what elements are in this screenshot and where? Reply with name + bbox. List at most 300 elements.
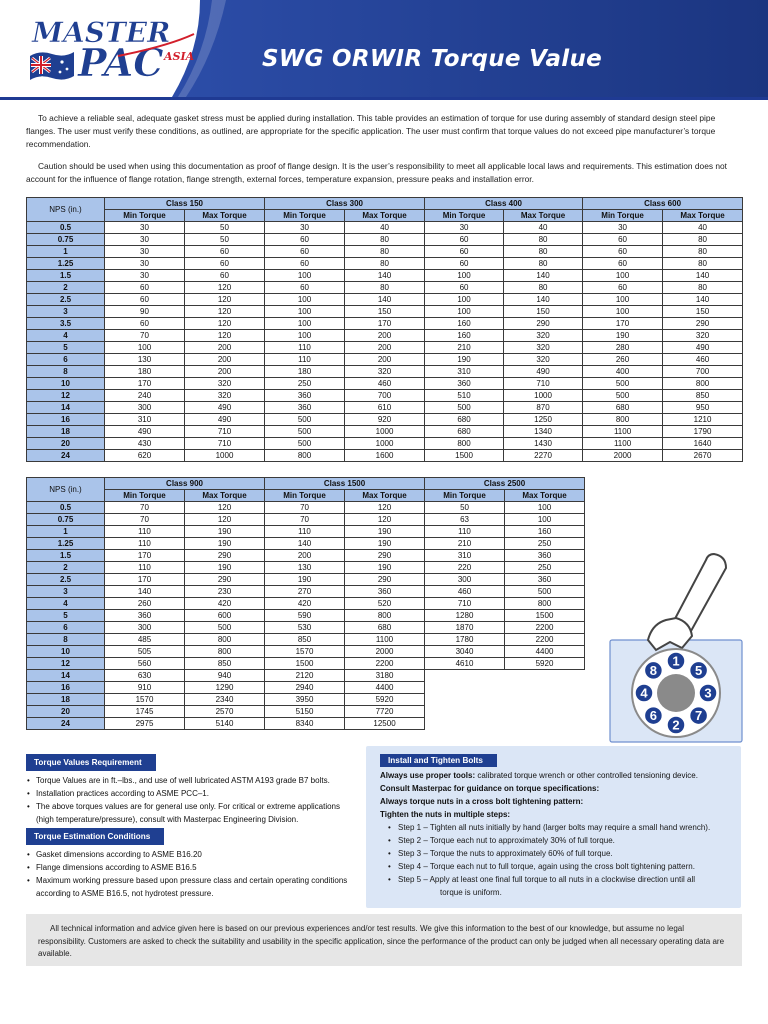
bolt-number: 2: [672, 717, 680, 733]
max-torque-cell: 80: [504, 282, 583, 294]
max-torque-cell: 3180: [345, 670, 425, 682]
nps-cell: 3.5: [27, 318, 105, 330]
step-item: • Step 2 – Torque each nut to approximately 30% of full torque.: [388, 834, 741, 847]
install-line-steps-text: Tighten the nuts in multiple steps:: [380, 810, 511, 819]
table-row: [27, 550, 585, 562]
table-row: [27, 330, 743, 342]
min-torque-cell: 1500: [265, 658, 345, 670]
list-item: • Flange dimensions according to ASME B16.5: [26, 861, 361, 874]
install-line-consult: [366, 782, 741, 795]
table-row: [27, 538, 585, 550]
max-torque-cell: 80: [504, 258, 583, 270]
max-torque-cell: 1210: [663, 414, 743, 426]
min-torque-cell: 90: [105, 306, 185, 318]
max-torque-cell: 80: [663, 234, 743, 246]
min-torque-cell: 100: [425, 270, 504, 282]
torque-table-classes-150-600: [26, 197, 743, 462]
disclaimer-text: All technical information and advice given here is based on our previous experiences and/or test results. We give this information to the best of our knowledge, but assume no legal responsibility. Customers are asked to check the suitability and usability in the specific application, since the performance of the product can only be judged when all necessary operating data are available.: [38, 924, 725, 958]
table-row: [27, 378, 743, 390]
min-torque-cell: 170: [105, 550, 185, 562]
min-torque-cell: 140: [265, 538, 345, 550]
section-heading: Torque Estimation Conditions: [26, 828, 164, 845]
max-torque-cell: 490: [663, 342, 743, 354]
min-torque-cell: 2120: [265, 670, 345, 682]
max-torque-cell: 190: [345, 526, 425, 538]
min-torque-cell: 30: [105, 234, 185, 246]
min-torque-cell: 60: [105, 294, 185, 306]
max-torque-cell: 320: [185, 390, 265, 402]
min-torque-cell: 110: [265, 526, 345, 538]
max-torque-cell: 290: [185, 550, 265, 562]
max-torque-cell: 460: [345, 378, 425, 390]
class-header: Class 400: [425, 198, 583, 210]
max-torque-cell: 500: [505, 586, 585, 598]
max-torque-cell: 120: [185, 318, 265, 330]
min-torque-cell: 180: [265, 366, 345, 378]
min-torque-cell: 210: [425, 342, 504, 354]
min-torque-cell: 60: [583, 234, 663, 246]
min-torque-cell: 1100: [583, 438, 663, 450]
min-torque-cell: 220: [425, 562, 505, 574]
section-heading: Torque Values Requirement: [26, 754, 156, 771]
nps-cell: 20: [27, 706, 105, 718]
table-body: [27, 502, 585, 730]
max-torque-cell: 100: [505, 502, 585, 514]
min-torque-cell: 130: [105, 354, 185, 366]
nps-cell: 1.25: [27, 538, 105, 550]
max-torque-cell: 1790: [663, 426, 743, 438]
max-torque-cell: 140: [345, 294, 425, 306]
nps-cell: 10: [27, 378, 105, 390]
min-torque-cell: 300: [425, 574, 505, 586]
min-torque-cell: 60: [425, 246, 504, 258]
nps-cell: 16: [27, 414, 105, 426]
min-torque-cell: 430: [105, 438, 185, 450]
table-row: [27, 670, 585, 682]
max-torque-cell: 150: [345, 306, 425, 318]
min-torque-cell: 485: [105, 634, 185, 646]
nps-cell: 16: [27, 682, 105, 694]
min-torque-cell: 100: [425, 294, 504, 306]
max-torque-cell: 120: [345, 502, 425, 514]
nps-cell: 3: [27, 586, 105, 598]
min-torque-cell: 100: [265, 270, 345, 282]
min-torque-cell: 30: [265, 222, 345, 234]
install-and-tighten-bolts: [366, 746, 741, 908]
min-torque-cell: 500: [583, 378, 663, 390]
min-torque-cell: 500: [425, 402, 504, 414]
max-torque-cell: 800: [185, 634, 265, 646]
min-torque-cell: 110: [265, 354, 345, 366]
min-torque-cell: 130: [265, 562, 345, 574]
nps-cell: 14: [27, 670, 105, 682]
min-torque-cell: 300: [105, 622, 185, 634]
list-item: • Maximum working pressure based upon pressure class and certain operating conditions: [26, 874, 361, 887]
min-torque-cell: 360: [265, 402, 345, 414]
max-torque-cell: 200: [185, 354, 265, 366]
min-torque-cell: 680: [583, 402, 663, 414]
max-torque-cell: 2200: [505, 634, 585, 646]
max-torque-cell: 800: [185, 646, 265, 658]
list-item-continued: according to ASME B16.5, not hydrotest pressure.: [36, 889, 214, 898]
max-torque-cell: 140: [663, 294, 743, 306]
max-torque-cell: 850: [663, 390, 743, 402]
max-torque-cell: 40: [345, 222, 425, 234]
nps-cell: 1.5: [27, 270, 105, 282]
torque-values-requirement: [26, 754, 361, 826]
max-torque-cell: 2000: [345, 646, 425, 658]
min-torque-cell: 300: [105, 402, 185, 414]
max-torque-cell: 190: [185, 562, 265, 574]
min-torque-cell: 70: [105, 514, 185, 526]
nps-cell: 10: [27, 646, 105, 658]
max-torque-cell: 1000: [345, 438, 425, 450]
min-torque-cell: 3040: [425, 646, 505, 658]
min-torque-cell: 500: [265, 438, 345, 450]
min-torque-cell: 630: [105, 670, 185, 682]
nps-cell: 5: [27, 610, 105, 622]
table-row: [27, 658, 585, 670]
min-torque-cell: 60: [105, 318, 185, 330]
min-torque-header: Min Torque: [583, 210, 663, 222]
min-torque-cell: 190: [265, 574, 345, 586]
intro-paragraph-2: [26, 160, 744, 186]
min-torque-cell: 60: [265, 258, 345, 270]
min-torque-cell: 800: [425, 438, 504, 450]
max-torque-cell: 420: [185, 598, 265, 610]
table-row: [27, 610, 585, 622]
min-torque-cell: 500: [265, 426, 345, 438]
list-item: • Gasket dimensions according to ASME B16.20: [26, 848, 361, 861]
min-torque-cell: 110: [425, 526, 505, 538]
max-torque-cell: 320: [504, 342, 583, 354]
bolt-number: 3: [704, 685, 712, 701]
nps-cell: 6: [27, 622, 105, 634]
step-item: • Step 1 – Tighten all nuts initially by hand (larger bolts may require a small hand wrench).: [388, 821, 741, 834]
min-torque-cell: 100: [265, 330, 345, 342]
max-torque-cell: 320: [663, 330, 743, 342]
nps-cell: 12: [27, 658, 105, 670]
list-item: • Installation practices according to ASME PCC–1.: [26, 787, 361, 800]
bolt-number: 4: [640, 685, 648, 701]
min-torque-cell: 400: [583, 366, 663, 378]
nps-cell: 3: [27, 306, 105, 318]
nps-cell: 2.5: [27, 574, 105, 586]
bolt-number: 5: [694, 662, 703, 678]
masterpac-logo: [18, 12, 208, 90]
max-torque-cell: 850: [185, 658, 265, 670]
min-torque-cell: 8340: [265, 718, 345, 730]
max-torque-cell: 2670: [663, 450, 743, 462]
torque-estimation-conditions: [26, 828, 361, 900]
max-torque-cell: 100: [505, 514, 585, 526]
max-torque-cell: 40: [663, 222, 743, 234]
min-torque-cell: 63: [425, 514, 505, 526]
max-torque-cell: 190: [345, 538, 425, 550]
max-torque-cell: 250: [505, 538, 585, 550]
bolt-number: 8: [649, 662, 658, 678]
max-torque-cell: 5920: [345, 694, 425, 706]
nps-cell: 4: [27, 330, 105, 342]
min-torque-header: Min Torque: [105, 210, 185, 222]
install-line-steps: [366, 808, 741, 821]
max-torque-cell: 500: [185, 622, 265, 634]
nps-cell: 24: [27, 718, 105, 730]
min-torque-cell: 70: [105, 330, 185, 342]
min-torque-cell: 310: [105, 414, 185, 426]
table-row: [27, 270, 743, 282]
nps-cell: 18: [27, 694, 105, 706]
max-torque-cell: 1640: [663, 438, 743, 450]
table-body: [27, 222, 743, 462]
max-torque-cell: 1500: [505, 610, 585, 622]
min-torque-cell: 3950: [265, 694, 345, 706]
table-row: [27, 706, 585, 718]
max-torque-cell: 50: [185, 234, 265, 246]
min-torque-cell: 170: [583, 318, 663, 330]
min-torque-cell: 30: [105, 246, 185, 258]
max-torque-cell: 150: [663, 306, 743, 318]
bolt-number: 7: [694, 708, 703, 724]
min-torque-cell: 1570: [105, 694, 185, 706]
nps-cell: 1: [27, 246, 105, 258]
max-torque-cell: 4400: [505, 646, 585, 658]
max-torque-cell: 700: [663, 366, 743, 378]
table-row: [27, 438, 743, 450]
min-torque-cell: 680: [425, 414, 504, 426]
min-torque-cell: 60: [425, 282, 504, 294]
min-torque-cell: 60: [583, 246, 663, 258]
max-torque-cell: 290: [345, 550, 425, 562]
max-torque-cell: 2200: [345, 658, 425, 670]
min-torque-cell: 170: [105, 378, 185, 390]
max-torque-cell: 290: [504, 318, 583, 330]
min-torque-cell: 310: [425, 366, 504, 378]
max-torque-cell: 800: [345, 610, 425, 622]
disclaimer-box: [26, 914, 742, 966]
max-torque-cell: 190: [185, 538, 265, 550]
table-row: [27, 562, 585, 574]
max-torque-cell: 2570: [185, 706, 265, 718]
install-line-pattern: [366, 795, 741, 808]
class-header: Class 300: [265, 198, 425, 210]
max-torque-cell: 710: [185, 426, 265, 438]
max-torque-cell: 360: [345, 586, 425, 598]
max-torque-cell: 1600: [345, 450, 425, 462]
table-row: [27, 694, 585, 706]
min-torque-cell: 30: [425, 222, 504, 234]
table-row: [27, 646, 585, 658]
min-torque-cell: 360: [105, 610, 185, 622]
torque-table-classes-900-2500: [26, 477, 585, 730]
max-torque-header: Max Torque: [185, 210, 265, 222]
table-row: [27, 718, 585, 730]
max-torque-cell: 5920: [505, 658, 585, 670]
max-torque-cell: 120: [185, 514, 265, 526]
max-torque-cell: 940: [185, 670, 265, 682]
min-torque-cell: 620: [105, 450, 185, 462]
min-torque-cell: 30: [583, 222, 663, 234]
max-torque-cell: 140: [504, 294, 583, 306]
table-row: [27, 246, 743, 258]
table-row: [27, 294, 743, 306]
nps-cell: 2.5: [27, 294, 105, 306]
logo-pac-text: PAC: [78, 40, 164, 85]
min-torque-cell: 70: [105, 502, 185, 514]
min-torque-cell: 100: [265, 306, 345, 318]
max-torque-cell: 710: [185, 438, 265, 450]
max-torque-cell: 170: [345, 318, 425, 330]
min-torque-cell: 360: [425, 378, 504, 390]
max-torque-cell: 60: [185, 270, 265, 282]
max-torque-cell: 200: [185, 342, 265, 354]
table-row: [27, 366, 743, 378]
max-torque-cell: 4400: [345, 682, 425, 694]
min-torque-cell: 490: [105, 426, 185, 438]
class-header: Class 2500: [425, 478, 585, 490]
intro-text-2: Caution should be used when using this documentation as proof of flange design. It is the user’s responsibility to meet all applicable local laws and requirements. This estimation does not account for the influence of flange rotation, flange strength, external forces, temperature expansion, pressure peaks and installation error.: [26, 161, 728, 184]
min-torque-cell: 190: [425, 354, 504, 366]
min-torque-cell: 420: [265, 598, 345, 610]
nps-cell: 1: [27, 526, 105, 538]
max-torque-cell: 360: [505, 550, 585, 562]
max-torque-cell: 2270: [504, 450, 583, 462]
nps-cell: 12: [27, 390, 105, 402]
table-row: [27, 282, 743, 294]
max-torque-cell: 1340: [504, 426, 583, 438]
nps-header: NPS (in.): [27, 198, 105, 222]
min-torque-cell: 100: [265, 294, 345, 306]
max-torque-cell: 80: [345, 234, 425, 246]
header-stripe: [0, 97, 768, 100]
min-torque-cell: 100: [265, 318, 345, 330]
max-torque-cell: 610: [345, 402, 425, 414]
max-torque-cell: 800: [505, 598, 585, 610]
nps-cell: 1.5: [27, 550, 105, 562]
table-row: [27, 502, 585, 514]
min-torque-cell: 200: [265, 550, 345, 562]
min-torque-cell: 60: [583, 258, 663, 270]
nps-cell: 2: [27, 282, 105, 294]
max-torque-cell: 800: [663, 378, 743, 390]
list-item: • Torque Values are in ft.–lbs., and use of well lubricated ASTM A193 grade B7 bolts.: [26, 774, 361, 787]
max-torque-cell: 40: [504, 222, 583, 234]
max-torque-cell: 490: [185, 402, 265, 414]
min-torque-header: Min Torque: [265, 490, 345, 502]
table-row: [27, 574, 585, 586]
min-torque-cell: 310: [425, 550, 505, 562]
max-torque-cell: 140: [345, 270, 425, 282]
step-item: • Step 3 – Torque the nuts to approximately 60% of full torque.: [388, 847, 741, 860]
max-torque-cell: 150: [504, 306, 583, 318]
class-header: Class 1500: [265, 478, 425, 490]
max-torque-cell: 950: [663, 402, 743, 414]
max-torque-header: Max Torque: [663, 210, 743, 222]
min-torque-cell: 4610: [425, 658, 505, 670]
wrench-icon: [648, 554, 726, 650]
min-torque-cell: 270: [265, 586, 345, 598]
nps-header: NPS (in.): [27, 478, 105, 502]
min-torque-cell: 560: [105, 658, 185, 670]
logo-master-text: MASTER: [32, 16, 171, 49]
min-torque-cell: 1570: [265, 646, 345, 658]
max-torque-cell: 1290: [185, 682, 265, 694]
min-torque-cell: 1870: [425, 622, 505, 634]
min-torque-cell: 710: [425, 598, 505, 610]
min-torque-cell: 460: [425, 586, 505, 598]
nps-cell: 20: [27, 438, 105, 450]
max-torque-cell: 290: [185, 574, 265, 586]
list-item: • The above torques values are for general use only. For critical or extreme applications: [26, 800, 361, 813]
max-torque-cell: 50: [185, 222, 265, 234]
min-torque-cell: 505: [105, 646, 185, 658]
install-line-tools: [366, 769, 741, 782]
bolt-number: 6: [649, 708, 658, 724]
min-torque-cell: 1500: [425, 450, 504, 462]
max-torque-cell: 600: [185, 610, 265, 622]
max-torque-cell: 1250: [504, 414, 583, 426]
max-torque-cell: 80: [663, 258, 743, 270]
min-torque-cell: 800: [583, 414, 663, 426]
table-row: [27, 318, 743, 330]
max-torque-cell: 290: [663, 318, 743, 330]
min-torque-header: Min Torque: [105, 490, 185, 502]
bolt-pattern-illustration: [600, 548, 750, 748]
class-header: Class 150: [105, 198, 265, 210]
min-torque-cell: 2975: [105, 718, 185, 730]
page-header: [0, 0, 768, 100]
max-torque-cell: 1100: [345, 634, 425, 646]
min-torque-cell: 100: [105, 342, 185, 354]
max-torque-header: Max Torque: [504, 210, 583, 222]
max-torque-cell: 710: [504, 378, 583, 390]
nps-cell: 8: [27, 634, 105, 646]
min-torque-cell: 70: [265, 502, 345, 514]
min-torque-cell: 1100: [583, 426, 663, 438]
min-torque-cell: 260: [583, 354, 663, 366]
min-torque-cell: 70: [265, 514, 345, 526]
max-torque-cell: 2340: [185, 694, 265, 706]
nps-cell: 1.25: [27, 258, 105, 270]
max-torque-cell: 200: [345, 342, 425, 354]
nps-cell: 8: [27, 366, 105, 378]
min-torque-cell: 850: [265, 634, 345, 646]
max-torque-cell: 2200: [505, 622, 585, 634]
nps-cell: 24: [27, 450, 105, 462]
min-torque-cell: 100: [583, 294, 663, 306]
step-item: • Step 5 – Apply at least one final full torque to all nuts in a clockwise direction until all: [388, 873, 741, 886]
max-torque-cell: 80: [663, 246, 743, 258]
max-torque-cell: 5140: [185, 718, 265, 730]
min-torque-cell: 60: [265, 246, 345, 258]
min-torque-cell: 680: [425, 426, 504, 438]
max-torque-cell: 1430: [504, 438, 583, 450]
min-torque-cell: 360: [265, 390, 345, 402]
max-torque-cell: 290: [345, 574, 425, 586]
max-torque-header: Max Torque: [345, 210, 425, 222]
nps-cell: 2: [27, 562, 105, 574]
table-row: [27, 354, 743, 366]
max-torque-cell: 7720: [345, 706, 425, 718]
step-item-continued: torque is uniform.: [440, 888, 502, 897]
max-torque-cell: 190: [185, 526, 265, 538]
intro-paragraph-1: [26, 112, 744, 151]
max-torque-cell: 250: [505, 562, 585, 574]
nps-cell: 5: [27, 342, 105, 354]
min-torque-cell: 800: [265, 450, 345, 462]
max-torque-cell: 870: [504, 402, 583, 414]
max-torque-cell: 920: [345, 414, 425, 426]
